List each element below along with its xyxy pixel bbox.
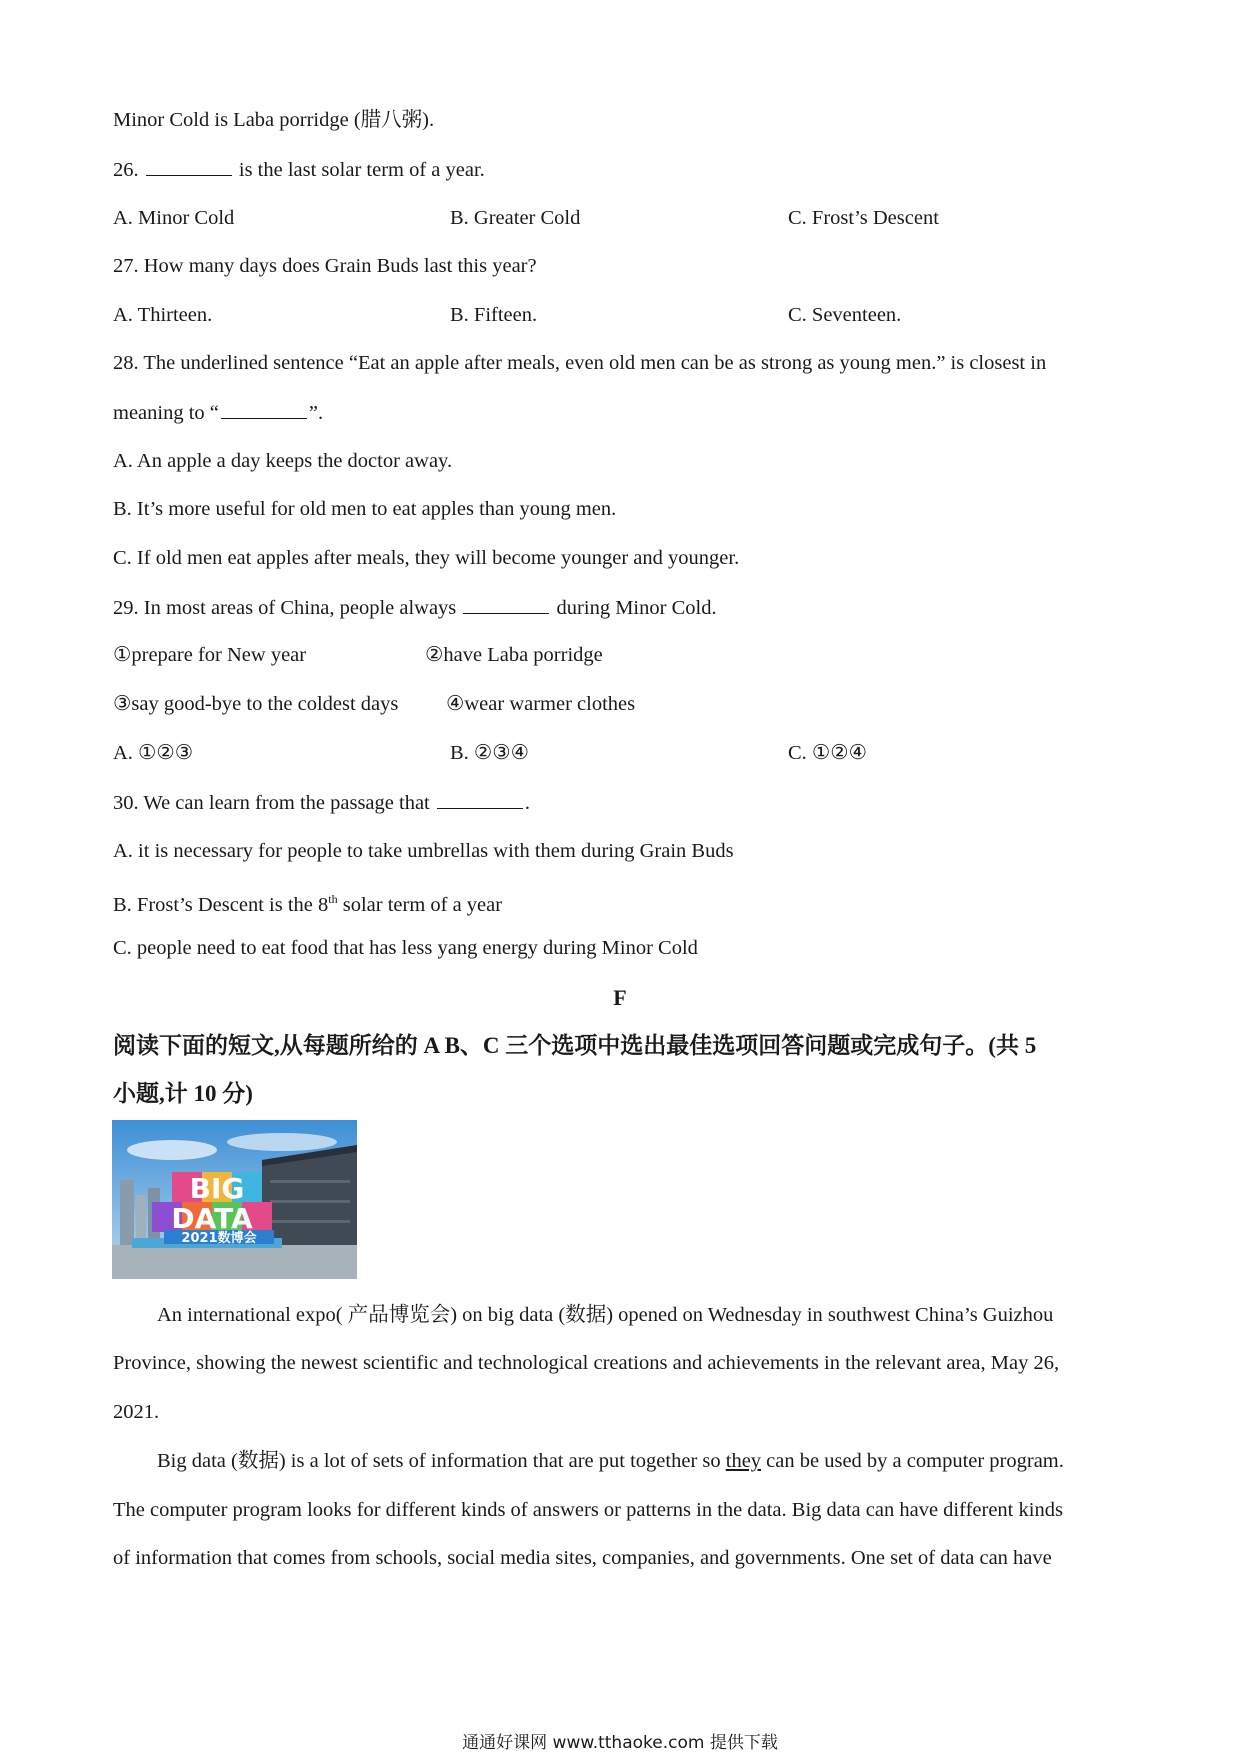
- expo-word-big: BIG: [189, 1172, 245, 1205]
- section-letter: F: [613, 985, 627, 1010]
- question-26-number: 26.: [113, 159, 139, 181]
- question-29-stem-prefix: 29. In most areas of China, people always: [113, 597, 457, 619]
- question-30-stem-prefix: 30. We can learn from the passage that: [113, 792, 430, 814]
- question-30-stem-suffix: .: [524, 792, 530, 814]
- question-29-option-b: B. ②③④: [450, 742, 530, 764]
- question-27-option-b: B. Fifteen.: [450, 304, 538, 326]
- question-30-option-b-tail: solar term of a year: [337, 893, 503, 916]
- question-29-item-1: ①prepare for New year: [113, 644, 307, 666]
- expo-illustration: [112, 1120, 357, 1279]
- passage-text: Big data (数据) is a lot of sets of information that are put together so: [157, 1450, 726, 1472]
- answer-blank: [221, 400, 307, 419]
- question-26-stem: is the last solar term of a year.: [238, 159, 485, 181]
- question-30-option-b: [113, 887, 502, 917]
- question-29-item-3: ③say good-bye to the coldest days: [113, 693, 399, 715]
- question-28-stem-prefix: meaning to “: [113, 402, 219, 424]
- expo-word-data: DATA: [171, 1202, 253, 1235]
- passage-paragraph-1-line-2: Province, showing the newest scientific and technological creations and achievements in the relevant area, May 26,: [113, 1352, 1060, 1374]
- question-30-option-a: A. it is necessary for people to take umbrellas with them during Grain Buds: [113, 840, 734, 862]
- question-26-option-b: B. Greater Cold: [450, 207, 581, 229]
- question-27-option-a: A. Thirteen.: [113, 304, 213, 326]
- passage-paragraph-2-line-2: The computer program looks for different kinds of answers or patterns in the data. Big data can have different kinds: [113, 1499, 1063, 1521]
- question-28-option-b: B. It’s more useful for old men to eat apples than young men.: [113, 498, 617, 520]
- passage-paragraph-2-line-1: [113, 1449, 1169, 1473]
- expo-caption: 2021数博会: [181, 1231, 257, 1246]
- question-27-option-c: C. Seventeen.: [788, 304, 902, 326]
- answer-blank: [437, 790, 523, 809]
- question-26-option-a: A. Minor Cold: [113, 207, 235, 229]
- question-29-item-4: ④wear warmer clothes: [446, 693, 636, 715]
- page-footer: 通通好课网 www.tthaoke.com 提供下载: [462, 1733, 778, 1753]
- passage-paragraph-1-line-1: An international expo( 产品博览会) on big data (数据) opened on Wednesday in southwest China’s Guizhou: [157, 1304, 1054, 1326]
- question-26: [113, 157, 485, 182]
- question-28-stem-continued: [113, 400, 323, 425]
- question-30-stem: [113, 790, 530, 815]
- question-27-stem: 27. How many days does Grain Buds last this year?: [113, 255, 537, 277]
- question-29-option-c: C. ①②④: [788, 742, 868, 764]
- section-instruction: 阅读下面的短文,从每题所给的 A B、C 三个选项中选出最佳选项回答问题或完成句子。(共 5: [113, 1033, 1037, 1058]
- big-data-expo-photo: [112, 1120, 357, 1279]
- question-29-item-2: ②have Laba porridge: [425, 644, 603, 666]
- question-29-stem: [113, 595, 717, 620]
- ordinal-suffix: th: [328, 892, 338, 906]
- question-30-option-b-text: B. Frost’s Descent is the 8: [113, 893, 329, 916]
- answer-blank: [146, 157, 232, 176]
- question-26-option-c: C. Frost’s Descent: [788, 207, 939, 229]
- passage-paragraph-1-line-3: 2021.: [113, 1401, 160, 1423]
- passage-text: can be used by a computer program.: [761, 1450, 1064, 1472]
- passage-paragraph-2-line-3: of information that comes from schools, social media sites, companies, and governments. One set of data can have: [113, 1547, 1052, 1569]
- question-28-option-a: A. An apple a day keeps the doctor away.: [113, 450, 453, 472]
- question-28-option-c: C. If old men eat apples after meals, they will become younger and younger.: [113, 547, 740, 569]
- question-29-option-a: A. ①②③: [113, 742, 194, 764]
- question-29-stem-suffix: during Minor Cold.: [556, 597, 717, 619]
- section-instruction-continued: 小题,计 10 分): [113, 1081, 253, 1106]
- underlined-word: they: [725, 1450, 762, 1472]
- question-28-stem-suffix: ”.: [308, 402, 324, 424]
- question-30-option-c: C. people need to eat food that has less yang energy during Minor Cold: [113, 937, 698, 959]
- question-28-stem: 28. The underlined sentence “Eat an apple after meals, even old men can be as strong as young men.” is closest in: [113, 352, 1047, 374]
- intro-tail: Minor Cold is Laba porridge (腊八粥).: [113, 109, 435, 131]
- answer-blank: [463, 595, 549, 614]
